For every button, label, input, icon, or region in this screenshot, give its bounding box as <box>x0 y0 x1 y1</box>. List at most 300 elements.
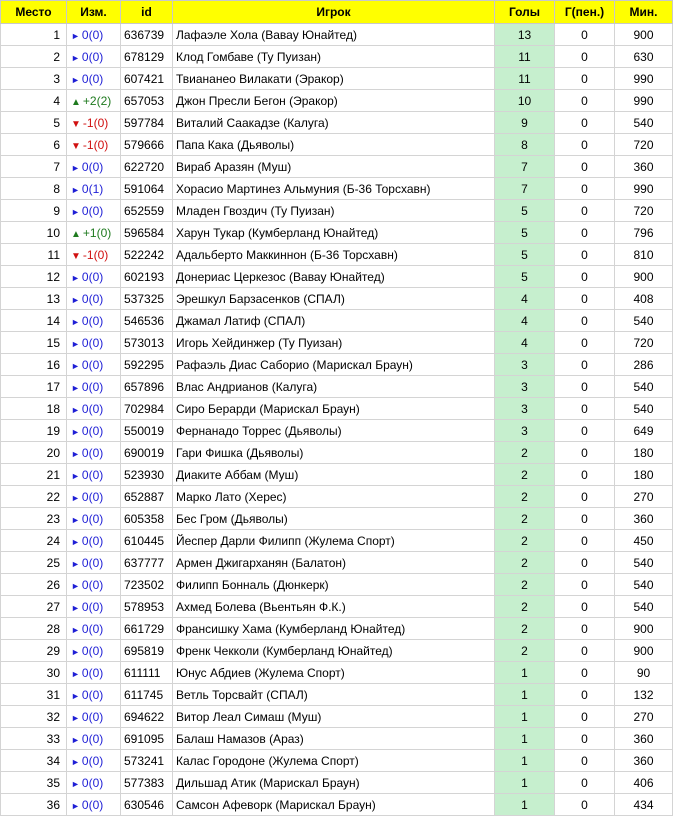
cell-change <box>67 156 121 178</box>
cell-place: 24 <box>1 530 67 552</box>
table-row[interactable] <box>1 24 673 46</box>
cell-place: 4 <box>1 90 67 112</box>
cell-id: 592295 <box>121 354 173 376</box>
cell-penalty-goals: 0 <box>555 266 615 288</box>
header-id[interactable]: id <box>121 1 173 24</box>
cell-place: 35 <box>1 772 67 794</box>
cell-player: Твиананео Вилакати (Эракор) <box>173 68 495 90</box>
table-row[interactable] <box>1 574 673 596</box>
cell-change <box>67 684 121 706</box>
header-goals[interactable]: Голы <box>495 1 555 24</box>
cell-goals: 1 <box>495 794 555 816</box>
arrow-right-icon: ► <box>71 272 80 283</box>
cell-place: 18 <box>1 398 67 420</box>
arrow-right-icon: ► <box>71 558 80 569</box>
cell-change <box>67 288 121 310</box>
cell-minutes: 180 <box>615 442 673 464</box>
change-value: 0(0) <box>81 313 104 328</box>
cell-change <box>67 46 121 68</box>
cell-place: 8 <box>1 178 67 200</box>
change-value: 0(0) <box>81 445 104 460</box>
cell-change <box>67 662 121 684</box>
table-row[interactable] <box>1 486 673 508</box>
cell-penalty-goals: 0 <box>555 222 615 244</box>
table-row[interactable] <box>1 420 673 442</box>
cell-minutes: 900 <box>615 640 673 662</box>
cell-id: 602193 <box>121 266 173 288</box>
cell-player: Эрешкул Барзасенков (СПАЛ) <box>173 288 495 310</box>
cell-goals: 11 <box>495 68 555 90</box>
cell-change <box>67 24 121 46</box>
cell-player: Джамал Латиф (СПАЛ) <box>173 310 495 332</box>
cell-goals: 2 <box>495 464 555 486</box>
cell-place: 26 <box>1 574 67 596</box>
cell-place: 7 <box>1 156 67 178</box>
cell-change <box>67 442 121 464</box>
table-row[interactable] <box>1 46 673 68</box>
cell-player: Армен Джигарханян (Балатон) <box>173 552 495 574</box>
cell-change <box>67 244 121 266</box>
change-value: -1(0) <box>82 247 109 262</box>
cell-change <box>67 772 121 794</box>
cell-change <box>67 464 121 486</box>
change-value: 0(0) <box>81 555 104 570</box>
arrow-right-icon: ► <box>71 206 80 217</box>
arrow-right-icon: ► <box>71 492 80 503</box>
cell-place: 36 <box>1 794 67 816</box>
change-value: 0(0) <box>81 709 104 724</box>
cell-goals: 1 <box>495 772 555 794</box>
cell-minutes: 540 <box>615 112 673 134</box>
arrow-right-icon: ► <box>71 184 80 195</box>
cell-minutes: 990 <box>615 68 673 90</box>
arrow-right-icon: ► <box>71 360 80 371</box>
arrow-right-icon: ► <box>71 382 80 393</box>
cell-place: 6 <box>1 134 67 156</box>
arrow-right-icon: ► <box>71 404 80 415</box>
cell-minutes: 630 <box>615 46 673 68</box>
cell-player: Игорь Хейдинжер (Ту Пуизан) <box>173 332 495 354</box>
cell-penalty-goals: 0 <box>555 90 615 112</box>
cell-player: Донериас Церкезос (Вавау Юнайтед) <box>173 266 495 288</box>
cell-player: Адальберто Маккиннон (Б-36 Торсхавн) <box>173 244 495 266</box>
header-place[interactable]: Место <box>1 1 67 24</box>
change-value: 0(0) <box>81 49 104 64</box>
cell-penalty-goals: 0 <box>555 772 615 794</box>
cell-penalty-goals: 0 <box>555 420 615 442</box>
cell-player: Виталий Саакадзе (Калуга) <box>173 112 495 134</box>
cell-penalty-goals: 0 <box>555 288 615 310</box>
cell-id: 573241 <box>121 750 173 772</box>
table-row[interactable] <box>1 376 673 398</box>
cell-id: 605358 <box>121 508 173 530</box>
arrow-right-icon: ► <box>71 426 80 437</box>
cell-id: 652887 <box>121 486 173 508</box>
table-row[interactable] <box>1 640 673 662</box>
cell-goals: 1 <box>495 728 555 750</box>
cell-penalty-goals: 0 <box>555 200 615 222</box>
cell-player: Рафаэль Диас Саборио (Марискал Браун) <box>173 354 495 376</box>
table-row[interactable] <box>1 552 673 574</box>
change-value: -1(0) <box>82 137 109 152</box>
cell-player: Младен Гвоздич (Ту Пуизан) <box>173 200 495 222</box>
cell-player: Клод Гомбаве (Ту Пуизан) <box>173 46 495 68</box>
change-value: 0(0) <box>81 467 104 482</box>
cell-change <box>67 266 121 288</box>
cell-minutes: 810 <box>615 244 673 266</box>
cell-place: 23 <box>1 508 67 530</box>
cell-goals: 8 <box>495 134 555 156</box>
cell-minutes: 720 <box>615 200 673 222</box>
cell-place: 9 <box>1 200 67 222</box>
cell-id: 573013 <box>121 332 173 354</box>
change-value: 0(0) <box>81 159 104 174</box>
cell-id: 622720 <box>121 156 173 178</box>
cell-penalty-goals: 0 <box>555 728 615 750</box>
cell-change <box>67 90 121 112</box>
cell-change <box>67 640 121 662</box>
header-penalty-goals[interactable]: Г(пен.) <box>555 1 615 24</box>
arrow-down-icon: ▼ <box>71 118 81 130</box>
cell-change <box>67 552 121 574</box>
table-row[interactable] <box>1 244 673 266</box>
cell-minutes: 540 <box>615 310 673 332</box>
cell-goals: 2 <box>495 574 555 596</box>
cell-id: 690019 <box>121 442 173 464</box>
cell-place: 19 <box>1 420 67 442</box>
cell-penalty-goals: 0 <box>555 134 615 156</box>
table-row[interactable] <box>1 398 673 420</box>
cell-change <box>67 486 121 508</box>
cell-minutes: 408 <box>615 288 673 310</box>
cell-place: 21 <box>1 464 67 486</box>
cell-id: 611745 <box>121 684 173 706</box>
arrow-right-icon: ► <box>71 338 80 349</box>
cell-player: Ахмед Болева (Вьентьян Ф.К.) <box>173 596 495 618</box>
table-row[interactable] <box>1 442 673 464</box>
cell-change <box>67 376 121 398</box>
cell-change <box>67 750 121 772</box>
cell-penalty-goals: 0 <box>555 618 615 640</box>
cell-place: 12 <box>1 266 67 288</box>
cell-goals: 2 <box>495 596 555 618</box>
cell-penalty-goals: 0 <box>555 530 615 552</box>
cell-place: 28 <box>1 618 67 640</box>
table-row[interactable] <box>1 156 673 178</box>
table-row[interactable] <box>1 728 673 750</box>
cell-player: Балаш Намазов (Араз) <box>173 728 495 750</box>
cell-id: 523930 <box>121 464 173 486</box>
cell-minutes: 720 <box>615 134 673 156</box>
arrow-down-icon: ▼ <box>71 140 81 152</box>
change-value: 0(0) <box>81 643 104 658</box>
cell-goals: 2 <box>495 618 555 640</box>
cell-minutes: 540 <box>615 574 673 596</box>
table-row[interactable] <box>1 508 673 530</box>
cell-player: Папа Кака (Дьяволы) <box>173 134 495 156</box>
cell-id: 610445 <box>121 530 173 552</box>
cell-id: 597784 <box>121 112 173 134</box>
change-value: 0(0) <box>81 599 104 614</box>
header-minutes[interactable]: Мин. <box>615 1 673 24</box>
arrow-up-icon: ▲ <box>71 228 81 240</box>
cell-change <box>67 222 121 244</box>
arrow-right-icon: ► <box>71 74 80 85</box>
change-value: 0(0) <box>81 577 104 592</box>
cell-penalty-goals: 0 <box>555 112 615 134</box>
table-row[interactable] <box>1 794 673 816</box>
cell-place: 33 <box>1 728 67 750</box>
cell-goals: 1 <box>495 662 555 684</box>
header-player[interactable]: Игрок <box>173 1 495 24</box>
cell-change <box>67 178 121 200</box>
cell-goals: 9 <box>495 112 555 134</box>
cell-penalty-goals: 0 <box>555 596 615 618</box>
cell-player: Вираб Аразян (Муш) <box>173 156 495 178</box>
table-row[interactable] <box>1 68 673 90</box>
cell-goals: 5 <box>495 266 555 288</box>
change-value: 0(0) <box>81 753 104 768</box>
table-row[interactable] <box>1 222 673 244</box>
cell-penalty-goals: 0 <box>555 376 615 398</box>
change-value: 0(0) <box>81 489 104 504</box>
change-value: 0(0) <box>81 269 104 284</box>
cell-place: 20 <box>1 442 67 464</box>
cell-id: 607421 <box>121 68 173 90</box>
arrow-right-icon: ► <box>71 756 80 767</box>
cell-penalty-goals: 0 <box>555 398 615 420</box>
cell-penalty-goals: 0 <box>555 574 615 596</box>
table-row[interactable] <box>1 310 673 332</box>
cell-place: 22 <box>1 486 67 508</box>
cell-player: Йеспер Дарли Филипп (Жулема Спорт) <box>173 530 495 552</box>
cell-change <box>67 398 121 420</box>
cell-id: 661729 <box>121 618 173 640</box>
arrow-right-icon: ► <box>71 624 80 635</box>
cell-id: 702984 <box>121 398 173 420</box>
cell-change <box>67 574 121 596</box>
change-value: 0(0) <box>81 687 104 702</box>
cell-goals: 3 <box>495 420 555 442</box>
table-row[interactable] <box>1 596 673 618</box>
cell-player: Джон Пресли Бегон (Эракор) <box>173 90 495 112</box>
arrow-right-icon: ► <box>71 646 80 657</box>
change-value: 0(0) <box>81 797 104 812</box>
cell-player: Франсишку Хама (Кумберланд Юнайтед) <box>173 618 495 640</box>
cell-change <box>67 354 121 376</box>
cell-goals: 2 <box>495 442 555 464</box>
cell-change <box>67 200 121 222</box>
cell-place: 31 <box>1 684 67 706</box>
table-row[interactable] <box>1 530 673 552</box>
header-row <box>1 1 673 24</box>
cell-penalty-goals: 0 <box>555 640 615 662</box>
header-change[interactable]: Изм. <box>67 1 121 24</box>
table-row[interactable] <box>1 354 673 376</box>
cell-change <box>67 68 121 90</box>
cell-id: 636739 <box>121 24 173 46</box>
cell-minutes: 360 <box>615 750 673 772</box>
cell-goals: 2 <box>495 508 555 530</box>
cell-goals: 1 <box>495 706 555 728</box>
cell-player: Лафаэле Хола (Вавау Юнайтед) <box>173 24 495 46</box>
change-value: 0(0) <box>81 511 104 526</box>
cell-minutes: 720 <box>615 332 673 354</box>
cell-goals: 3 <box>495 398 555 420</box>
cell-penalty-goals: 0 <box>555 68 615 90</box>
cell-place: 5 <box>1 112 67 134</box>
cell-penalty-goals: 0 <box>555 46 615 68</box>
cell-player: Самсон Афеворк (Марискал Браун) <box>173 794 495 816</box>
table-row[interactable] <box>1 112 673 134</box>
cell-id: 695819 <box>121 640 173 662</box>
cell-minutes: 90 <box>615 662 673 684</box>
cell-penalty-goals: 0 <box>555 508 615 530</box>
arrow-right-icon: ► <box>71 734 80 745</box>
cell-change <box>67 420 121 442</box>
change-value: 0(0) <box>81 775 104 790</box>
cell-minutes: 540 <box>615 398 673 420</box>
table-body <box>1 24 673 816</box>
cell-player: Дильшад Атик (Марискал Браун) <box>173 772 495 794</box>
table-row[interactable] <box>1 706 673 728</box>
cell-place: 1 <box>1 24 67 46</box>
cell-goals: 1 <box>495 750 555 772</box>
cell-id: 578953 <box>121 596 173 618</box>
cell-id: 657053 <box>121 90 173 112</box>
change-value: +1(0) <box>82 225 112 240</box>
change-value: 0(0) <box>81 203 104 218</box>
cell-penalty-goals: 0 <box>555 684 615 706</box>
cell-place: 11 <box>1 244 67 266</box>
cell-goals: 5 <box>495 244 555 266</box>
arrow-right-icon: ► <box>71 448 80 459</box>
cell-minutes: 900 <box>615 266 673 288</box>
arrow-right-icon: ► <box>71 470 80 481</box>
cell-minutes: 434 <box>615 794 673 816</box>
cell-player: Гари Фишка (Дьяволы) <box>173 442 495 464</box>
cell-minutes: 180 <box>615 464 673 486</box>
change-value: 0(0) <box>81 621 104 636</box>
cell-place: 34 <box>1 750 67 772</box>
cell-player: Юнус Абдиев (Жулема Спорт) <box>173 662 495 684</box>
cell-place: 27 <box>1 596 67 618</box>
cell-minutes: 360 <box>615 156 673 178</box>
cell-place: 32 <box>1 706 67 728</box>
change-value: 0(0) <box>81 291 104 306</box>
cell-goals: 4 <box>495 310 555 332</box>
cell-change <box>67 112 121 134</box>
change-value: 0(0) <box>81 71 104 86</box>
cell-minutes: 540 <box>615 376 673 398</box>
cell-id: 611111 <box>121 662 173 684</box>
cell-place: 15 <box>1 332 67 354</box>
table-row[interactable] <box>1 288 673 310</box>
change-value: -1(0) <box>82 115 109 130</box>
cell-goals: 11 <box>495 46 555 68</box>
cell-penalty-goals: 0 <box>555 332 615 354</box>
cell-minutes: 540 <box>615 596 673 618</box>
cell-penalty-goals: 0 <box>555 662 615 684</box>
arrow-right-icon: ► <box>71 30 80 41</box>
table-row[interactable] <box>1 662 673 684</box>
change-value: 0(0) <box>81 731 104 746</box>
cell-id: 591064 <box>121 178 173 200</box>
table-row[interactable] <box>1 332 673 354</box>
cell-player: Марко Лато (Херес) <box>173 486 495 508</box>
cell-player: Диаките Аббам (Муш) <box>173 464 495 486</box>
table-row[interactable] <box>1 750 673 772</box>
cell-goals: 5 <box>495 222 555 244</box>
cell-goals: 5 <box>495 200 555 222</box>
cell-change <box>67 508 121 530</box>
cell-minutes: 270 <box>615 706 673 728</box>
arrow-right-icon: ► <box>71 778 80 789</box>
cell-place: 30 <box>1 662 67 684</box>
cell-player: Френк Чекколи (Кумберланд Юнайтед) <box>173 640 495 662</box>
cell-penalty-goals: 0 <box>555 464 615 486</box>
table-row[interactable] <box>1 178 673 200</box>
table-row[interactable] <box>1 464 673 486</box>
change-value: 0(0) <box>81 357 104 372</box>
table-row[interactable] <box>1 200 673 222</box>
cell-minutes: 132 <box>615 684 673 706</box>
arrow-right-icon: ► <box>71 800 80 811</box>
arrow-right-icon: ► <box>71 294 80 305</box>
arrow-right-icon: ► <box>71 690 80 701</box>
cell-minutes: 796 <box>615 222 673 244</box>
cell-minutes: 540 <box>615 552 673 574</box>
cell-place: 2 <box>1 46 67 68</box>
cell-change <box>67 706 121 728</box>
arrow-right-icon: ► <box>71 536 80 547</box>
change-value: 0(0) <box>81 27 104 42</box>
cell-place: 17 <box>1 376 67 398</box>
arrow-right-icon: ► <box>71 316 80 327</box>
change-value: 0(0) <box>81 401 104 416</box>
table-row[interactable] <box>1 134 673 156</box>
table-row[interactable] <box>1 618 673 640</box>
cell-penalty-goals: 0 <box>555 794 615 816</box>
cell-minutes: 990 <box>615 178 673 200</box>
cell-minutes: 406 <box>615 772 673 794</box>
cell-goals: 2 <box>495 552 555 574</box>
cell-change <box>67 618 121 640</box>
cell-penalty-goals: 0 <box>555 442 615 464</box>
table-row[interactable] <box>1 772 673 794</box>
cell-id: 630546 <box>121 794 173 816</box>
table-row[interactable] <box>1 266 673 288</box>
arrow-right-icon: ► <box>71 668 80 679</box>
cell-id: 537325 <box>121 288 173 310</box>
cell-minutes: 900 <box>615 618 673 640</box>
cell-minutes: 450 <box>615 530 673 552</box>
cell-goals: 4 <box>495 288 555 310</box>
cell-player: Ветль Торсвайт (СПАЛ) <box>173 684 495 706</box>
table-row[interactable] <box>1 90 673 112</box>
cell-id: 652559 <box>121 200 173 222</box>
cell-player: Бес Гром (Дьяволы) <box>173 508 495 530</box>
cell-place: 10 <box>1 222 67 244</box>
cell-change <box>67 310 121 332</box>
table-row[interactable] <box>1 684 673 706</box>
cell-player: Влас Андрианов (Калуга) <box>173 376 495 398</box>
cell-place: 16 <box>1 354 67 376</box>
cell-penalty-goals: 0 <box>555 552 615 574</box>
arrow-right-icon: ► <box>71 52 80 63</box>
cell-id: 596584 <box>121 222 173 244</box>
cell-minutes: 360 <box>615 508 673 530</box>
